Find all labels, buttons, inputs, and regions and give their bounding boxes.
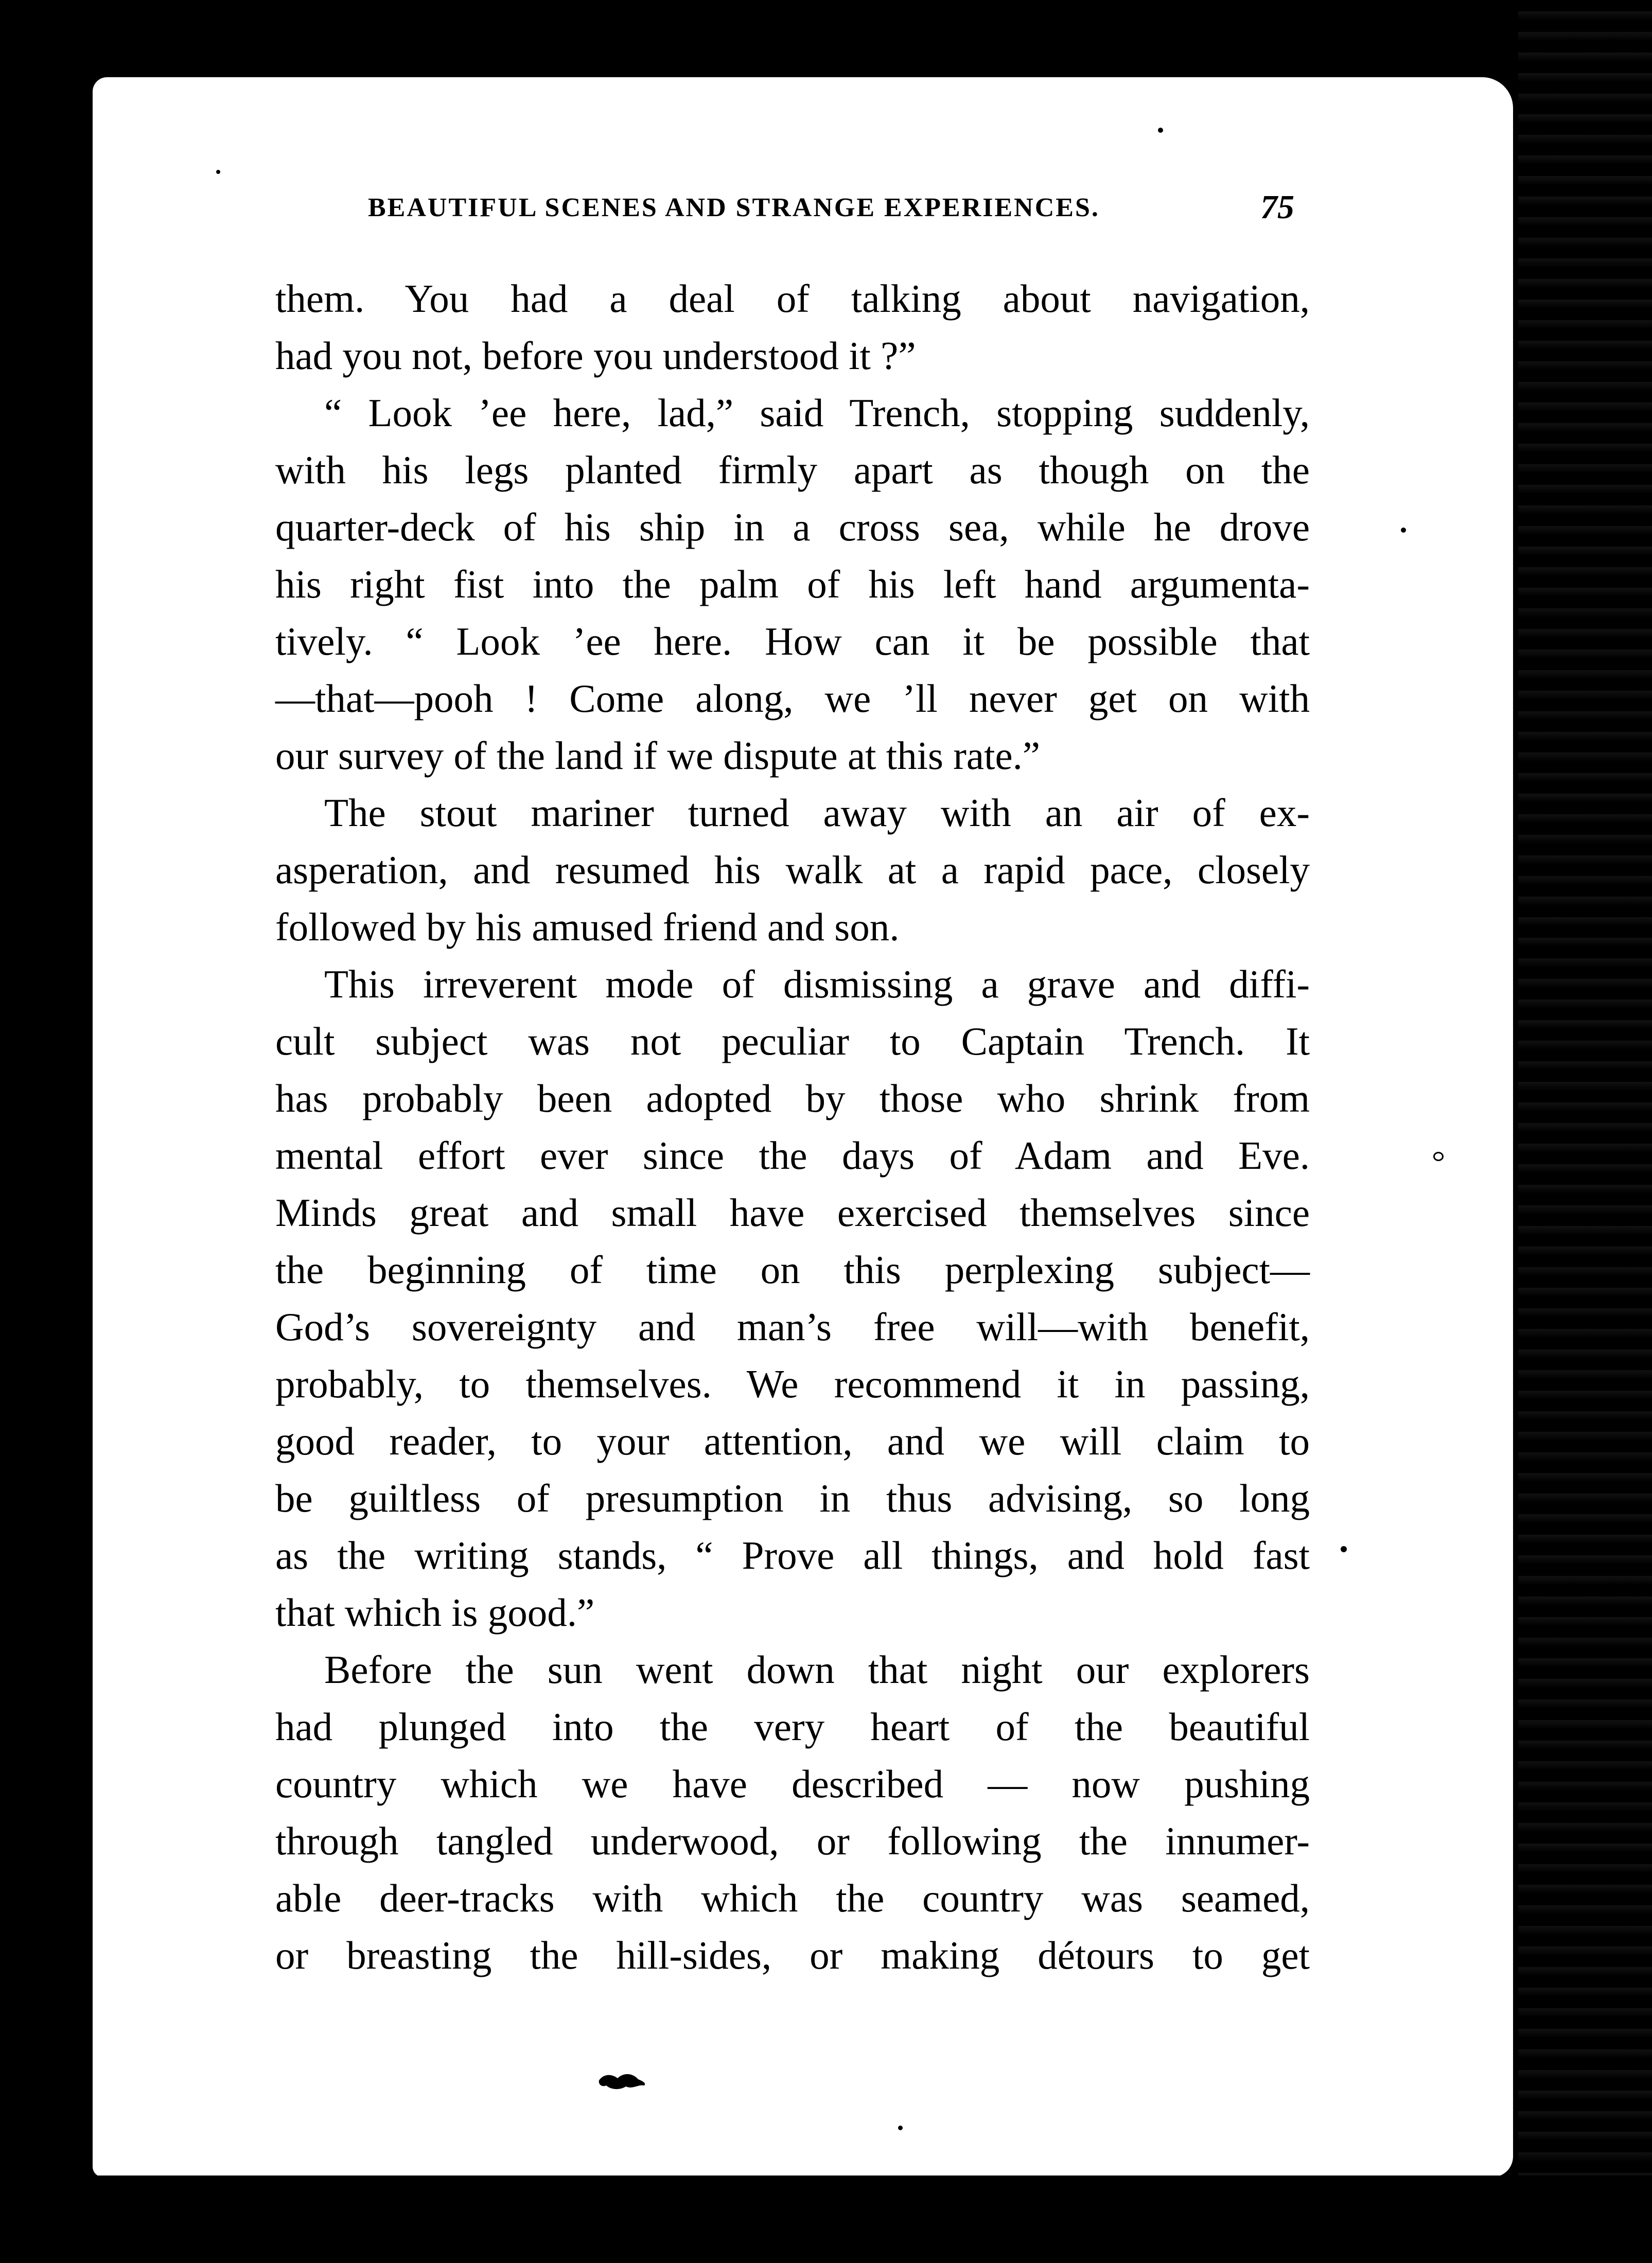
text-line: through tangled underwood, or following the innumer- [275, 1819, 1310, 1863]
text-line: tively. “ Look ’ee here. How can it be possible that [275, 619, 1310, 663]
scan-border-bottom [0, 2176, 1652, 2263]
text-line: asperation, and resumed his walk at a rapid pace, closely [275, 848, 1310, 892]
text-line: able deer-tracks with which the country was seamed, [275, 1876, 1310, 1920]
text-line: followed by his amused friend and son. [275, 905, 900, 949]
text-line: good reader, to your attention, and we will claim to [275, 1419, 1310, 1463]
text-line: Minds great and small have exercised themselves since [275, 1190, 1310, 1235]
text-line: or breasting the hill-sides, or making détours to get [275, 1933, 1310, 1977]
scan-speck [1341, 1546, 1347, 1552]
page-header [368, 189, 1294, 225]
scan-speck [51, 1677, 57, 1682]
text-line: The stout mariner turned away with an air of ex- [324, 791, 1310, 835]
running-head: BEAUTIFUL SCENES AND STRANGE EXPERIENCES. [368, 192, 1100, 222]
text-line: had plunged into the very heart of the beautiful [275, 1705, 1310, 1749]
text-line: God’s sovereignty and man’s free will—with benefit, [275, 1305, 1310, 1349]
text-line: —that—pooh ! Come along, we ’ll never get on with [275, 676, 1310, 721]
text-line: This irreverent mode of dismissing a grave and diffi- [324, 962, 1310, 1006]
text-line: Before the sun went down that night our explorers [324, 1647, 1310, 1692]
text-line: that which is good.” [275, 1590, 595, 1635]
text-line: his right fist into the palm of his left hand argumenta- [275, 562, 1310, 606]
text-line: “ Look ’ee here, lad,” said Trench, stopping suddenly, [324, 391, 1310, 435]
text-line: the beginning of time on this perplexing subject— [275, 1248, 1310, 1292]
text-line: our survey of the land if we dispute at this rate.” [275, 733, 1041, 778]
scan-border-top [0, 0, 1652, 77]
scan-speck [1433, 1152, 1444, 1161]
text-line: has probably been adopted by those who shrink from [275, 1076, 1310, 1120]
body-text [275, 270, 1310, 1984]
text-line: with his legs planted firmly apart as though on the [275, 448, 1310, 492]
page-number: 75 [1260, 188, 1294, 226]
ink-blot-ornament [597, 2070, 648, 2092]
text-line: them. You had a deal of talking about navigation, [275, 276, 1310, 321]
text-line: had you not, before you understood it ?” [275, 334, 916, 378]
text-line: quarter-deck of his ship in a cross sea, while he drove [275, 505, 1310, 549]
text-line: cult subject was not peculiar to Captain Trench. It [275, 1019, 1310, 1063]
text-line: be guiltless of presumption in thus advising, so long [275, 1476, 1310, 1520]
scan-border-right [1518, 0, 1652, 2263]
book-spine-edge [64, 51, 93, 2213]
scan-speck [898, 2126, 903, 2130]
text-line: country which we have described — now pushing [275, 1762, 1310, 1806]
scan-speck [216, 170, 220, 174]
scan-speck [1401, 528, 1406, 533]
text-line: probably, to themselves. We recommend it in passing, [275, 1362, 1310, 1406]
scan-speck [1158, 128, 1163, 133]
text-line: as the writing stands, “ Prove all things, and hold fast [275, 1533, 1310, 1577]
text-line: mental effort ever since the days of Adam and Eve. [275, 1133, 1310, 1178]
